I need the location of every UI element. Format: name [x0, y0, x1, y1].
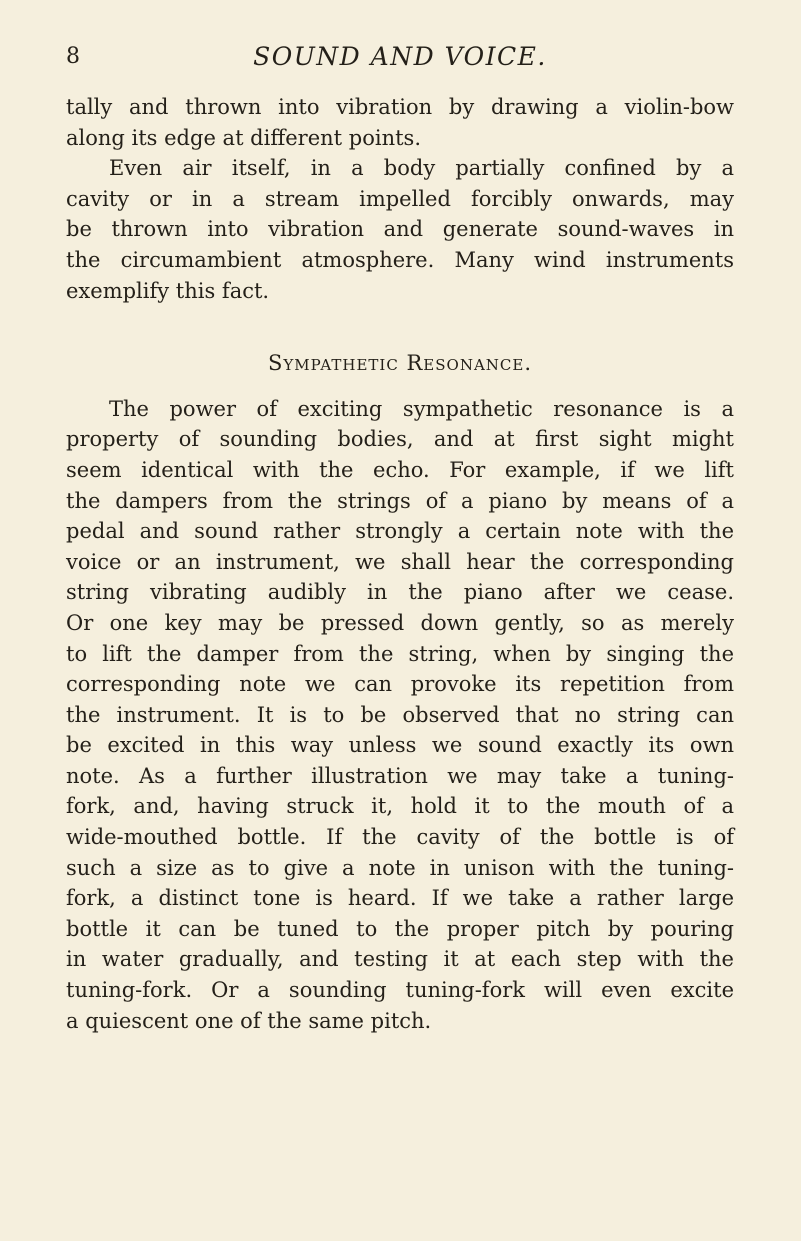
text-line: fork, a distinct tone is heard. If we take a rather large	[66, 886, 734, 911]
running-title: SOUND AND VOICE.	[253, 42, 547, 71]
page-number: 8	[66, 44, 80, 69]
text-line: the circumambient atmosphere. Many wind instruments	[66, 247, 734, 272]
text-line: wide-mouthed bottle. If the cavity of the bottle is of	[66, 825, 734, 850]
text-line: to lift the damper from the string, when by singing the	[66, 641, 734, 666]
text-line: such a size as to give a note in unison with the tuning-	[66, 855, 734, 880]
text-line: pedal and sound rather strongly a certain note with the	[66, 519, 734, 544]
text-line: note. As a further illustration we may take a tuning-	[66, 763, 734, 788]
text-line: tuning-fork. Or a sounding tuning-fork will even excite	[66, 978, 734, 1003]
text-line: a quiescent one of the same pitch.	[66, 1008, 432, 1033]
text-line: tally and thrown into vibration by drawing a violin-bow	[66, 95, 734, 119]
text-line: Or one key may be pressed down gently, so as merely	[66, 610, 734, 635]
page-header	[66, 40, 734, 74]
text-line: the instrument. It is to be observed that no string can	[66, 702, 734, 727]
text-line: fork, and, having struck it, hold it to the mouth of a	[66, 794, 734, 819]
body-text	[66, 92, 734, 1036]
text-line: The power of exciting sympathetic resonance is a	[109, 396, 734, 421]
section-heading: Sympathetic Resonance.	[267, 351, 532, 376]
text-line: cavity or in a stream impelled forcibly onwards, may	[66, 186, 734, 211]
text-line: along its edge at different points.	[66, 125, 422, 150]
text-line: Even air itself, in a body partially confined by a	[109, 156, 734, 181]
text-line: corresponding note we can provoke its repetition from	[66, 672, 734, 697]
text-line: string vibrating audibly in the piano after we cease.	[66, 580, 734, 605]
text-line: bottle it can be tuned to the proper pitch by pouring	[66, 916, 734, 941]
text-line: in water gradually, and testing it at each step with the	[66, 947, 734, 972]
text-line: be excited in this way unless we sound exactly its own	[66, 733, 734, 758]
text-line: property of sounding bodies, and at first sight might	[66, 427, 734, 452]
text-line: be thrown into vibration and generate sound-waves in	[66, 217, 734, 242]
text-line: exemplify this fact.	[66, 278, 270, 303]
paragraph-1	[66, 92, 734, 153]
paragraph-3	[66, 394, 734, 1036]
text-line: the dampers from the strings of a piano by means of a	[66, 488, 734, 513]
paragraph-2	[66, 153, 734, 306]
text-line: voice or an instrument, we shall hear the corresponding	[66, 549, 734, 574]
text-line: seem identical with the echo. For example, if we lift	[66, 457, 734, 482]
